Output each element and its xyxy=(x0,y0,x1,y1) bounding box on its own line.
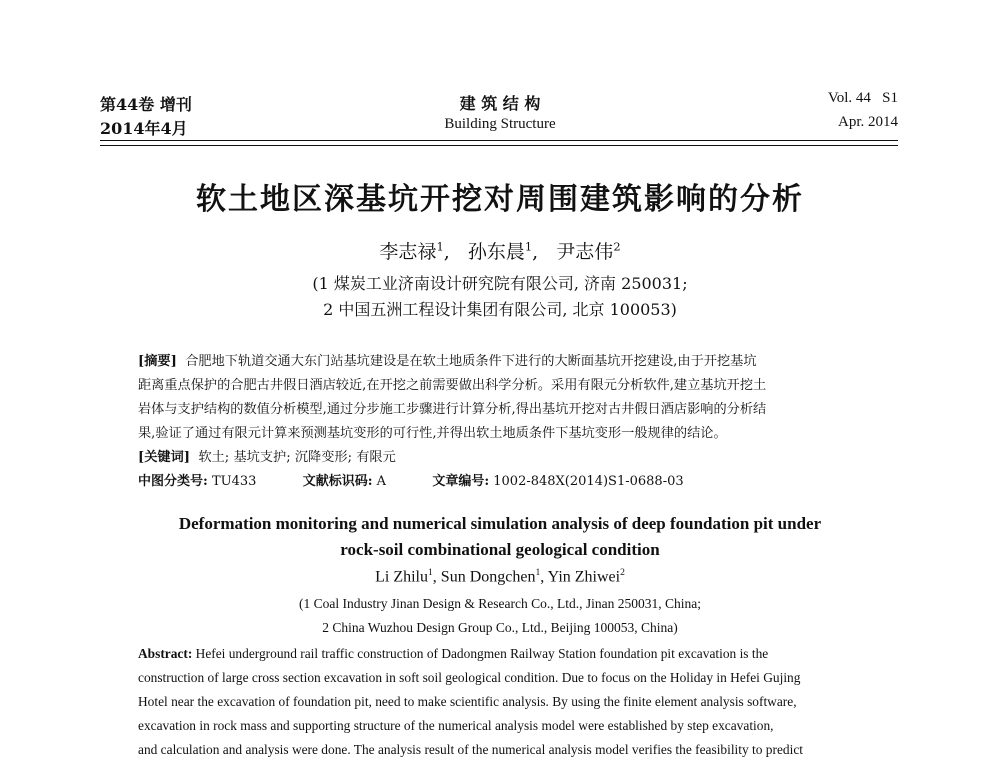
journal-name-zh: 建 筑 结 构 xyxy=(459,94,541,113)
abstract-zh-line: 合肥地下轨道交通大东门站基坑建设是在软土地质条件下进行的大断面基坑开挖建设,由于开挖基坑 xyxy=(185,354,757,369)
paper-title-en-2: rock-soil combinational geological condition xyxy=(340,540,660,559)
abstract-en-line: construction of large cross section excavation in soft soil geological condition. Due to focus on the Holiday in Hefei Gujing xyxy=(138,670,801,685)
author-name: 尹志伟 xyxy=(556,241,614,263)
affiliation-zh-2: 2 中国五洲工程设计集团有限公司, 北京 100053) xyxy=(323,300,677,319)
article-no-label: 文章编号: xyxy=(432,474,490,489)
doc-code-label: 文献标识码: xyxy=(302,474,373,489)
affiliation-zh-1: (1 煤炭工业济南设计研究院有限公司, 济南 250031; xyxy=(312,274,688,293)
doc-code-value: A xyxy=(376,474,387,489)
authors-zh: 李志禄$^1$, 孙东晨$^1$, 尹志伟$^2$ xyxy=(379,239,621,263)
affiliation-en-2: 2 China Wuzhou Design Group Co., Ltd., Beijing 100053, China) xyxy=(322,620,678,635)
abstract-en-line: Hefei underground rail traffic construction of Dadongmen Railway Station foundation pit excavation is the xyxy=(195,646,769,661)
author-name-en: Li Zhilu xyxy=(375,568,428,586)
author-affil-mark: 1 xyxy=(524,239,533,254)
journal-volume-zh: 第44卷 增刊 xyxy=(100,95,192,114)
journal-volume-en: Vol. 44 S1 xyxy=(827,90,898,106)
abstract-zh-label: [摘要] xyxy=(138,354,177,369)
journal-date-en: Apr. 2014 xyxy=(838,114,898,130)
article-no-value: 1002-848X(2014)S1-0688-03 xyxy=(493,474,684,489)
author-affil-mark: 1 xyxy=(436,239,444,254)
clc-label: 中图分类号: xyxy=(138,474,208,489)
journal-date-zh: 2014年4月 xyxy=(100,119,188,138)
abstract-zh-line: 距离重点保护的合肥古井假日酒店较近,在开挖之前需要做出科学分析。采用有限元分析软件,建立基坑开挖土 xyxy=(138,378,767,393)
abstract-en xyxy=(138,642,880,762)
abstract-zh-line: 果,验证了通过有限元计算来预测基坑变形的可行性,并得出软土地质条件下基坑变形一般规律的结论。 xyxy=(138,426,727,441)
abstract-en-line: Hotel near the excavation of foundation pit, need to make scientific analysis. By using the finite element analysis software, xyxy=(138,694,797,709)
classification-line xyxy=(138,470,880,494)
author-affil-mark: 2 xyxy=(613,239,621,254)
abstract-en-line: and calculation and analysis were done. The analysis result of the numerical analysis model verifies the feasibility to predict xyxy=(138,742,803,757)
header-rule-bottom xyxy=(100,145,898,146)
abstract-en-label: Abstract: xyxy=(138,646,193,661)
keywords-zh: 软土; 基坑支护; 沉降变形; 有限元 xyxy=(198,450,396,465)
author-name-en: Yin Zhiwei xyxy=(547,568,621,586)
header-rule-top xyxy=(100,140,898,141)
abstract-en-line: excavation in rock mass and supporting structure of the numerical analysis model were established by step excavation, xyxy=(138,718,774,733)
abstract-zh-line: 岩体与支护结构的数值分析模型,通过分步施工步骤进行计算分析,得出基坑开挖对古井假日酒店影响的分析结 xyxy=(138,402,767,417)
author-affil-mark-en: 2 xyxy=(620,567,625,578)
author-name-en: Sun Dongchen xyxy=(440,568,536,586)
abstract-zh xyxy=(138,350,880,494)
author-affil-mark-en: 1 xyxy=(535,567,541,578)
clc-value: TU433 xyxy=(211,474,257,489)
affiliation-en-1: (1 Coal Industry Jinan Design & Research Co., Ltd., Jinan 250031, China; xyxy=(299,596,701,611)
author-affil-mark-en: 1 xyxy=(428,567,433,578)
author-name: 李志禄 xyxy=(379,241,437,263)
paper-title-zh: 软土地区深基坑开挖对周围建筑影响的分析 xyxy=(196,182,804,217)
author-name: 孙东晨 xyxy=(467,241,525,263)
paper-title-en-1: Deformation monitoring and numerical simulation analysis of deep foundation pit under xyxy=(178,514,822,533)
keywords-zh-label: [关键词] xyxy=(138,450,191,465)
authors-en: Li Zhilu$^1$, Sun Dongchen$^1$, Yin Zhiwei$^2$ xyxy=(375,567,625,586)
journal-name-en: Building Structure xyxy=(444,116,556,132)
